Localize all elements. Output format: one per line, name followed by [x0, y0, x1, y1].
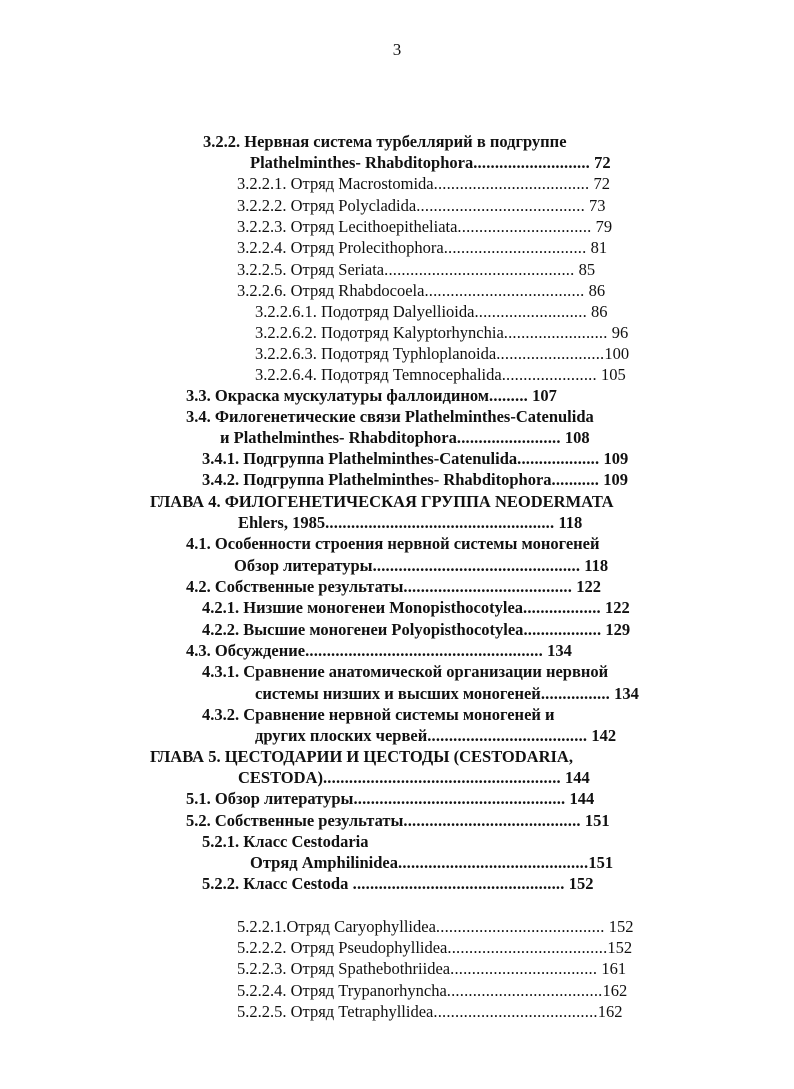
toc-entry-leader: ............................................ [398, 853, 589, 872]
toc-entry-title: 3.2.2.1. Отряд Macrostomida [237, 174, 434, 193]
toc-entry-page: 109 [599, 470, 628, 489]
toc-entry [220, 427, 590, 449]
toc-entry-title: Plathelminthes- Rhabditophora [250, 153, 474, 172]
toc-entry-page: 161 [597, 959, 627, 978]
toc-entry-title: 3.2.2. Нервная система турбеллярий в подгруппе [203, 132, 567, 151]
toc-entry-page: 134 [610, 684, 639, 703]
toc-entry-page: 122 [572, 577, 601, 596]
toc-entry [202, 469, 628, 491]
toc-entry [202, 831, 368, 853]
toc-entry-title: 3.2.2.6. Отряд Rhabdocoela [237, 281, 425, 300]
toc-entry-page: 151 [588, 853, 614, 872]
toc-entry [237, 173, 610, 195]
toc-entry-page: 152 [604, 917, 634, 936]
toc-entry [250, 152, 611, 174]
page-number: 3 [392, 40, 402, 59]
toc-entry-title: CESTODA) [238, 768, 323, 787]
toc-entry-title: ГЛАВА 5. ЦЕСТОДАРИИ И ЦЕСТОДЫ (CESTODARIA, [150, 747, 573, 766]
toc-entry-title: 3.2.2.5. Отряд Seriata [237, 260, 385, 279]
toc-entry-leader: ................... [517, 449, 600, 468]
toc-entry-page: 109 [599, 449, 629, 468]
toc-entry-leader: ..................................................... [325, 513, 555, 532]
toc-entry [255, 343, 629, 365]
toc-entry-page: 81 [586, 238, 608, 257]
toc-entry-page: 107 [527, 386, 557, 405]
toc-entry-page: 122 [600, 598, 630, 617]
toc-entry [255, 322, 628, 344]
toc-entry-leader: ................ [540, 684, 611, 703]
toc-entry [186, 576, 601, 598]
toc-entry-page: 85 [574, 260, 596, 279]
toc-entry [237, 937, 632, 959]
toc-entry-page: 105 [596, 365, 626, 384]
toc-entry [150, 491, 614, 513]
toc-entry-page: 96 [607, 323, 629, 342]
toc-entry [255, 725, 616, 747]
toc-entry-title: 5.2.2. Класс Cestoda [202, 874, 349, 893]
toc-entry-title: 5.2.2.2. Отряд Pseudophyllidea [237, 938, 448, 957]
toc-entry-title: 5.1. Обзор литературы [186, 789, 354, 808]
toc-entry-title: 3.2.2.3. Отряд Lecithoepitheliata [237, 217, 458, 236]
toc-entry [237, 916, 633, 938]
toc-entry-leader: ......................................... [403, 811, 581, 830]
toc-entry [202, 661, 608, 683]
toc-entry-title: 5.2.1. Класс Cestodaria [202, 832, 369, 851]
toc-entry [202, 597, 630, 619]
toc-entry-leader: ....................................................... [322, 768, 561, 787]
toc-entry-title: 3.3. Окраска мускулатуры фаллоидином [186, 386, 490, 405]
toc-entry-title: 4.2.2. Высшие моногенеи Polyopisthocotylea [202, 620, 524, 639]
toc-entry [237, 237, 607, 259]
toc-entry [255, 301, 608, 323]
toc-entry-leader: .................................... [446, 981, 603, 1000]
toc-entry [203, 131, 567, 153]
toc-entry-page: 108 [560, 428, 590, 447]
toc-entry-leader: ............................................ [384, 260, 575, 279]
toc-entry [186, 385, 557, 407]
toc-entry-page: 152 [564, 874, 594, 893]
toc-entry-title: 3.4.1. Подгруппа Plathelminthes-Catenulida [202, 449, 518, 468]
toc-entry-page: 118 [554, 513, 583, 532]
toc-entry [237, 980, 627, 1002]
toc-entry-page: 144 [560, 768, 590, 787]
toc-entry [237, 259, 595, 281]
toc-entry-title: ГЛАВА 4. ФИЛОГЕНЕТИЧЕСКАЯ ГРУППА NEODERMATA [150, 492, 614, 511]
toc-entry [238, 512, 582, 534]
toc-entry-leader: .................................... [433, 174, 590, 193]
toc-entry [186, 533, 600, 555]
toc-entry-title: 3.4. Филогенетические связи Plathelminthes-Catenulida [186, 407, 594, 426]
toc-entry-title: 4.2.1. Низшие моногенеи Monopisthocotylea [202, 598, 524, 617]
toc-entry-title: 3.2.2.6.1. Подотряд Dalyellioida [255, 302, 475, 321]
toc-entry [202, 619, 630, 641]
toc-entry [238, 767, 590, 789]
toc-entry-title: 5.2.2.4. Отряд Trypanorhyncha [237, 981, 447, 1000]
toc-entry-title: 3.2.2.6.3. Подотряд Typhloplanoida [255, 344, 497, 363]
toc-entry-leader: .................................. [450, 959, 598, 978]
toc-entry [150, 746, 573, 768]
toc-entry-leader: .................. [523, 620, 602, 639]
toc-entry-leader: .......................... [474, 302, 587, 321]
toc-entry-leader: ....................................... [403, 577, 573, 596]
toc-entry-title: 3.4.2. Подгруппа Plathelminthes- Rhabditophora [202, 470, 552, 489]
toc-entry [250, 852, 613, 874]
toc-entry-page: 86 [584, 281, 606, 300]
toc-entry-page: 151 [580, 811, 610, 830]
toc-entry-leader: ........................ [456, 428, 561, 447]
toc-entry-page: 72 [589, 174, 610, 193]
toc-entry [237, 280, 605, 302]
toc-entry-page: 73 [584, 196, 606, 215]
toc-entry-leader: ................................................. [348, 874, 565, 893]
toc-entry-leader: ....................................... [435, 917, 605, 936]
toc-entry [255, 683, 639, 705]
toc-entry-title: 5.2. Собственные результаты [186, 811, 404, 830]
toc-entry [237, 958, 626, 980]
toc-entry-page: 118 [580, 556, 609, 575]
toc-entry-page: 162 [597, 1002, 623, 1021]
toc-entry-leader: ................................. [443, 238, 587, 257]
toc-entry-title: 3.2.2.6.2. Подотряд Kalyptorhynchia [255, 323, 504, 342]
toc-entry-leader: ....................................... [416, 196, 585, 215]
toc-entry-page: 100 [604, 344, 630, 363]
toc-entry-leader: ...................... [501, 365, 597, 384]
toc-entry-title: 3.2.2.4. Отряд Prolecithophora [237, 238, 444, 257]
toc-entry [234, 555, 608, 577]
toc-entry-title: 5.2.2.3. Отряд Spathebothriidea [237, 959, 451, 978]
toc-entry-leader: ......................... [496, 344, 605, 363]
toc-entry-title: 5.2.2.5. Отряд Tetraphyllidea [237, 1002, 434, 1021]
toc-entry-page: 152 [607, 938, 633, 957]
toc-entry-title: 4.3.1. Сравнение анатомической организации нервной [202, 662, 609, 681]
toc-entry-page: 79 [591, 217, 613, 236]
toc-entry-leader: ........................ [503, 323, 608, 342]
toc-entry-title: и Plathelminthes- Rhabditophora [220, 428, 457, 447]
toc-entry-page: 144 [565, 789, 595, 808]
toc-entry-leader: ....................................................... [305, 641, 543, 660]
toc-entry [186, 640, 572, 662]
toc-entry-page: 162 [602, 981, 628, 1000]
toc-entry [255, 364, 626, 386]
toc-entry-title: Ehlers, 1985 [238, 513, 326, 532]
toc-entry-leader: ................................................ [372, 556, 581, 575]
toc-entry-leader: ................................................. [353, 789, 566, 808]
toc-entry [186, 406, 594, 428]
toc-entry-leader: ..................................... [447, 938, 608, 957]
toc-entry [186, 810, 610, 832]
toc-entry [202, 704, 555, 726]
toc-entry-page: 129 [601, 620, 631, 639]
toc-entry [237, 195, 606, 217]
toc-entry-leader: ...................................... [433, 1002, 598, 1021]
toc-entry-page: 86 [586, 302, 608, 321]
toc-entry-page: 142 [587, 726, 617, 745]
toc-entry-title: Отряд Amphilinidea [250, 853, 398, 872]
toc-entry-leader: .................. [523, 598, 601, 617]
toc-entry-leader: ........................... [473, 153, 591, 172]
toc-entry-leader: ..................................... [424, 281, 585, 300]
toc-entry-title: 3.2.2.6.4. Подотряд Temnocephalida [255, 365, 502, 384]
toc-entry-leader: ......... [489, 386, 528, 405]
toc-entry-title: Обзор литературы [234, 556, 373, 575]
toc-entry [202, 448, 628, 470]
toc-entry-title: 5.2.2.1.Отряд Caryophyllidea [237, 917, 436, 936]
toc-entry [202, 873, 593, 895]
toc-entry-leader: ..................................... [427, 726, 588, 745]
toc-entry-title: 4.1. Особенности строения нервной системы моногеней [186, 534, 600, 553]
toc-entry-leader: ........... [551, 470, 600, 489]
toc-entry-title: 4.3.2. Сравнение нервной системы моногеней и [202, 705, 555, 724]
toc-entry [237, 216, 612, 238]
toc-entry [237, 1001, 622, 1023]
toc-entry-title: 4.2. Собственные результаты [186, 577, 404, 596]
toc-entry-page: 134 [542, 641, 572, 660]
toc-entry-title: 4.3. Обсуждение [186, 641, 306, 660]
toc-entry-leader: ............................... [457, 217, 592, 236]
toc-entry-title: 3.2.2.2. Отряд Polycladida [237, 196, 417, 215]
toc-entry-page: 72 [590, 153, 611, 172]
toc-entry [186, 788, 594, 810]
toc-entry-title: других плоских червей [255, 726, 428, 745]
toc-entry-title: системы низших и высших моногеней [255, 684, 541, 703]
